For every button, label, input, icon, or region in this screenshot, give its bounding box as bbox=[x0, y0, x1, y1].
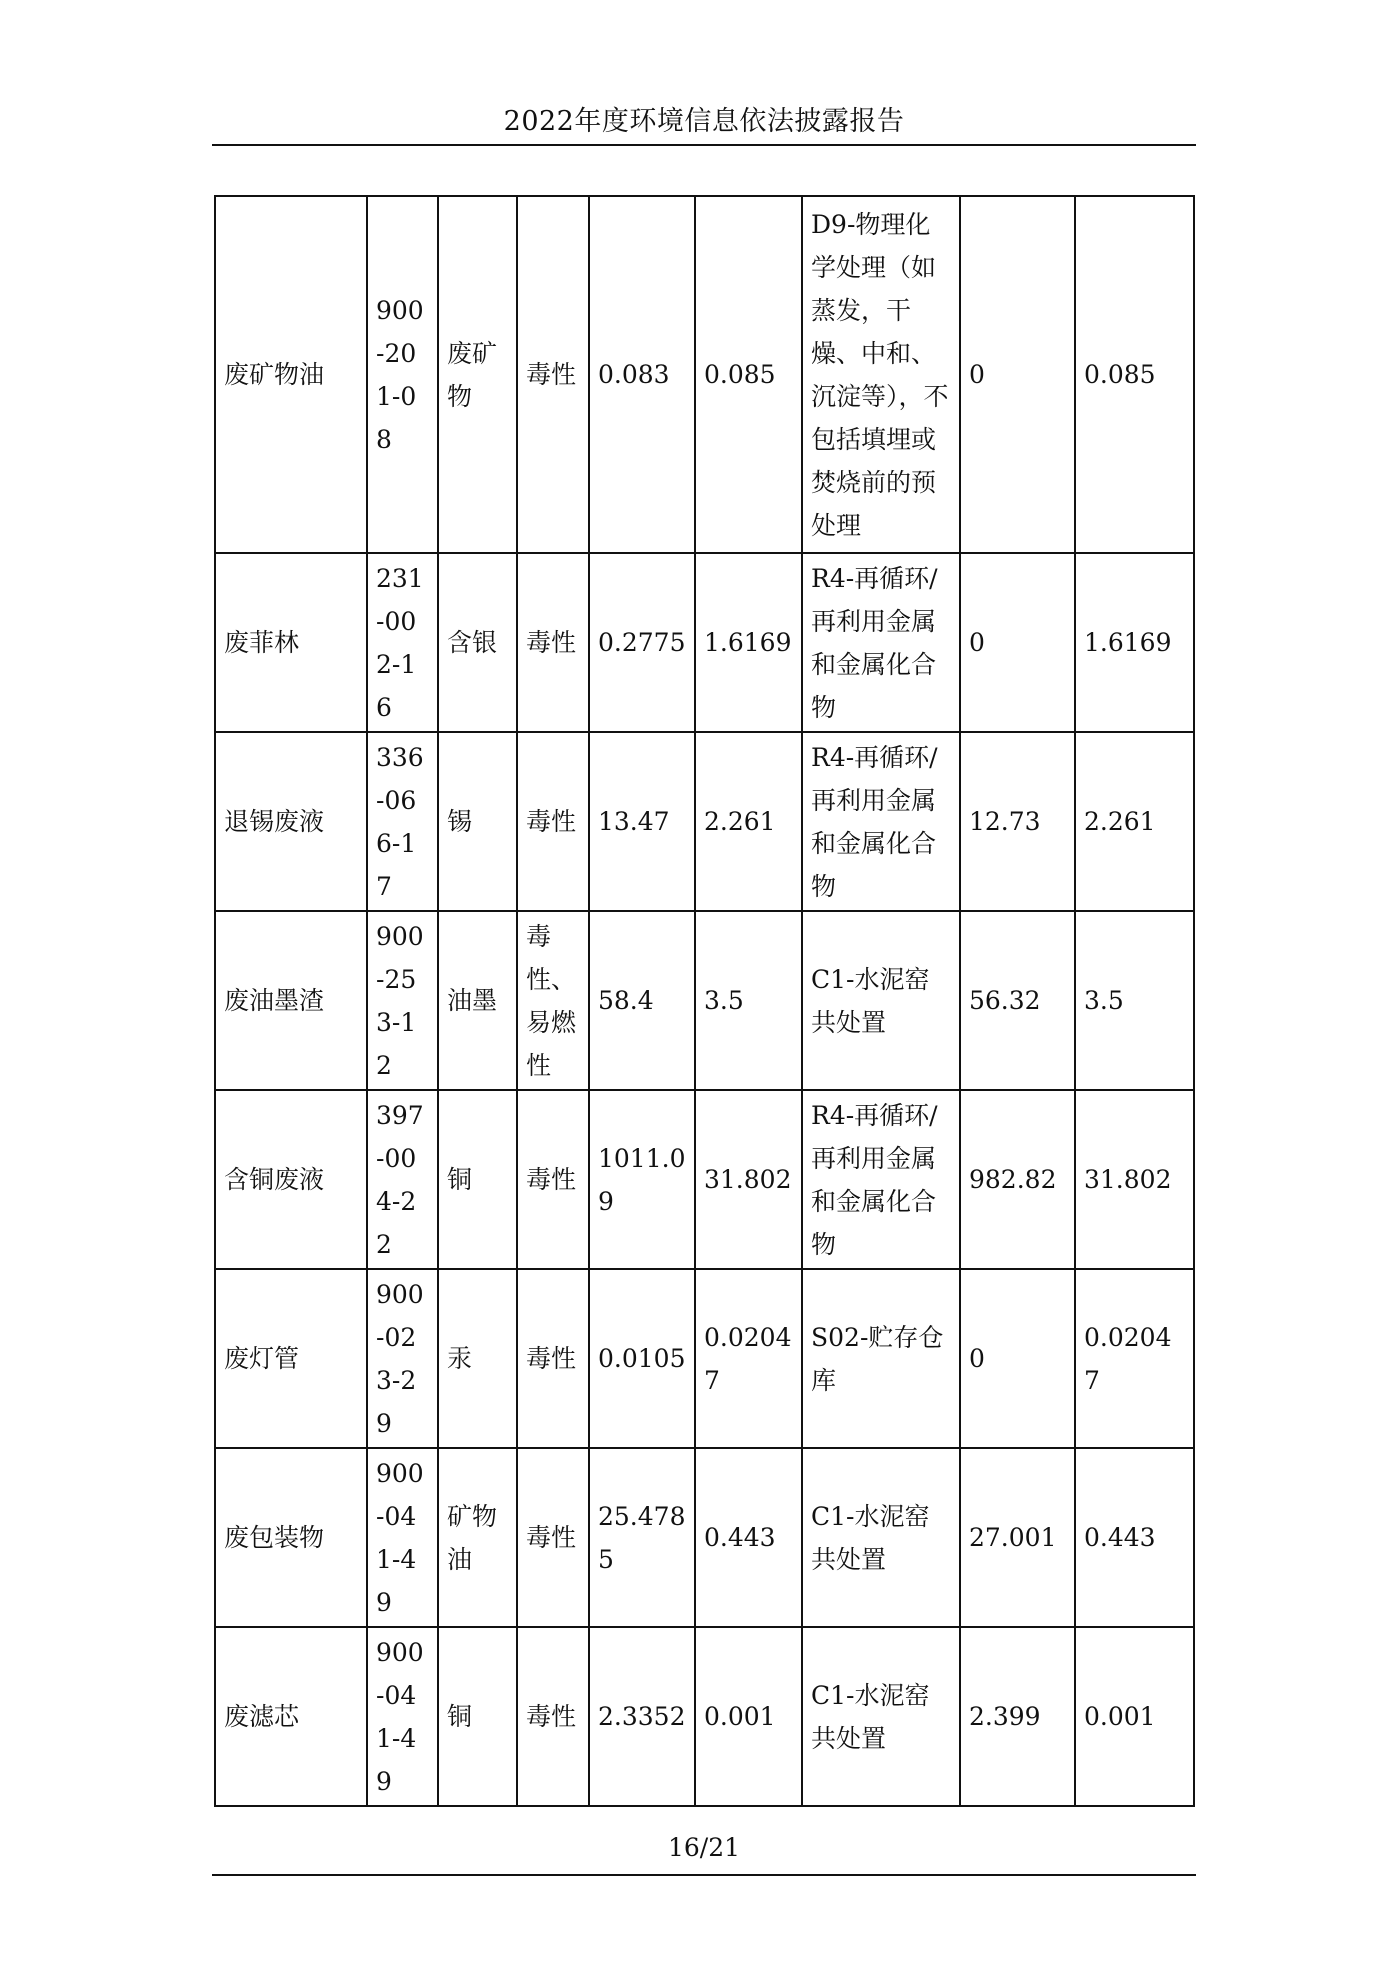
page-number: 16/21 bbox=[667, 1833, 741, 1862]
waste-component-cell: 矿物油 bbox=[438, 1448, 517, 1627]
waste-code-cell: 231-002-16 bbox=[367, 553, 438, 732]
amount-cell-1: 2.3352 bbox=[589, 1627, 695, 1806]
waste-name-cell: 退锡废液 bbox=[215, 732, 367, 911]
hazard-property-cell: 毒性 bbox=[517, 1090, 589, 1269]
amount-cell-1: 25.4785 bbox=[589, 1448, 695, 1627]
waste-component-cell: 汞 bbox=[438, 1269, 517, 1448]
waste-code-cell: 397-004-22 bbox=[367, 1090, 438, 1269]
disposal-method-cell: R4-再循环/再利用金属和金属化合物 bbox=[802, 732, 960, 911]
waste-code-cell: 900-023-29 bbox=[367, 1269, 438, 1448]
amount-cell-2: 0.02047 bbox=[695, 1269, 802, 1448]
amount-cell-4: 0.02047 bbox=[1075, 1269, 1194, 1448]
amount-cell-4: 3.5 bbox=[1075, 911, 1194, 1090]
waste-name-cell: 含铜废液 bbox=[215, 1090, 367, 1269]
disposal-method-cell: R4-再循环/再利用金属和金属化合物 bbox=[802, 1090, 960, 1269]
amount-cell-3: 0 bbox=[960, 1269, 1075, 1448]
amount-cell-1: 0.2775 bbox=[589, 553, 695, 732]
waste-component-cell: 含银 bbox=[438, 553, 517, 732]
hazardous-waste-table bbox=[214, 195, 1195, 1807]
disposal-method-cell: R4-再循环/再利用金属和金属化合物 bbox=[802, 553, 960, 732]
amount-cell-3: 982.82 bbox=[960, 1090, 1075, 1269]
amount-cell-2: 1.6169 bbox=[695, 553, 802, 732]
amount-cell-3: 0 bbox=[960, 553, 1075, 732]
amount-cell-2: 31.802 bbox=[695, 1090, 802, 1269]
amount-cell-1: 58.4 bbox=[589, 911, 695, 1090]
amount-cell-3: 12.73 bbox=[960, 732, 1075, 911]
waste-name-cell: 废菲林 bbox=[215, 553, 367, 732]
waste-component-cell: 废矿物 bbox=[438, 196, 517, 553]
waste-code-cell: 900-201-08 bbox=[367, 196, 438, 553]
amount-cell-1: 13.47 bbox=[589, 732, 695, 911]
amount-cell-1: 0.0105 bbox=[589, 1269, 695, 1448]
hazard-property-cell: 毒性 bbox=[517, 732, 589, 911]
waste-code-cell: 900-253-12 bbox=[367, 911, 438, 1090]
amount-cell-4: 1.6169 bbox=[1075, 553, 1194, 732]
amount-cell-1: 0.083 bbox=[589, 196, 695, 553]
amount-cell-1: 1011.09 bbox=[589, 1090, 695, 1269]
amount-cell-2: 0.443 bbox=[695, 1448, 802, 1627]
amount-cell-4: 31.802 bbox=[1075, 1090, 1194, 1269]
amount-cell-3: 0 bbox=[960, 196, 1075, 553]
waste-component-cell: 铜 bbox=[438, 1627, 517, 1806]
amount-cell-4: 0.001 bbox=[1075, 1627, 1194, 1806]
amount-cell-3: 56.32 bbox=[960, 911, 1075, 1090]
hazard-property-cell: 毒性 bbox=[517, 196, 589, 553]
amount-cell-3: 27.001 bbox=[960, 1448, 1075, 1627]
waste-code-cell: 336-066-17 bbox=[367, 732, 438, 911]
hazard-property-cell: 毒性 bbox=[517, 1627, 589, 1806]
waste-component-cell: 锡 bbox=[438, 732, 517, 911]
waste-code-cell: 900-041-49 bbox=[367, 1627, 438, 1806]
amount-cell-4: 0.085 bbox=[1075, 196, 1194, 553]
table-row bbox=[215, 732, 1194, 911]
amount-cell-4: 2.261 bbox=[1075, 732, 1194, 911]
amount-cell-2: 3.5 bbox=[695, 911, 802, 1090]
amount-cell-2: 0.085 bbox=[695, 196, 802, 553]
page-header-title: 2022年度环境信息依法披露报告 bbox=[503, 106, 905, 137]
disposal-method-cell: C1-水泥窑共处置 bbox=[802, 911, 960, 1090]
disposal-method-cell: C1-水泥窑共处置 bbox=[802, 1627, 960, 1806]
table-row bbox=[215, 196, 1194, 553]
waste-component-cell: 铜 bbox=[438, 1090, 517, 1269]
header-divider bbox=[212, 144, 1196, 146]
hazard-property-cell: 毒性 bbox=[517, 553, 589, 732]
waste-component-cell: 油墨 bbox=[438, 911, 517, 1090]
table-row bbox=[215, 1627, 1194, 1806]
hazard-property-cell: 毒性 bbox=[517, 1269, 589, 1448]
waste-name-cell: 废矿物油 bbox=[215, 196, 367, 553]
table-row bbox=[215, 1269, 1194, 1448]
table-row bbox=[215, 553, 1194, 732]
table-row bbox=[215, 1090, 1194, 1269]
amount-cell-2: 0.001 bbox=[695, 1627, 802, 1806]
waste-name-cell: 废滤芯 bbox=[215, 1627, 367, 1806]
waste-name-cell: 废油墨渣 bbox=[215, 911, 367, 1090]
table-row bbox=[215, 1448, 1194, 1627]
waste-name-cell: 废包装物 bbox=[215, 1448, 367, 1627]
waste-code-cell: 900-041-49 bbox=[367, 1448, 438, 1627]
hazard-property-cell: 毒性、易燃性 bbox=[517, 911, 589, 1090]
amount-cell-4: 0.443 bbox=[1075, 1448, 1194, 1627]
hazard-property-cell: 毒性 bbox=[517, 1448, 589, 1627]
amount-cell-3: 2.399 bbox=[960, 1627, 1075, 1806]
disposal-method-cell: S02-贮存仓库 bbox=[802, 1269, 960, 1448]
waste-name-cell: 废灯管 bbox=[215, 1269, 367, 1448]
footer-divider bbox=[212, 1874, 1196, 1876]
disposal-method-cell: D9-物理化学处理（如蒸发，干燥、中和、沉淀等），不包括填埋或焚烧前的预处理 bbox=[802, 196, 960, 553]
disposal-method-cell: C1-水泥窑共处置 bbox=[802, 1448, 960, 1627]
amount-cell-2: 2.261 bbox=[695, 732, 802, 911]
table-row bbox=[215, 911, 1194, 1090]
waste-table-container bbox=[214, 195, 1195, 1807]
